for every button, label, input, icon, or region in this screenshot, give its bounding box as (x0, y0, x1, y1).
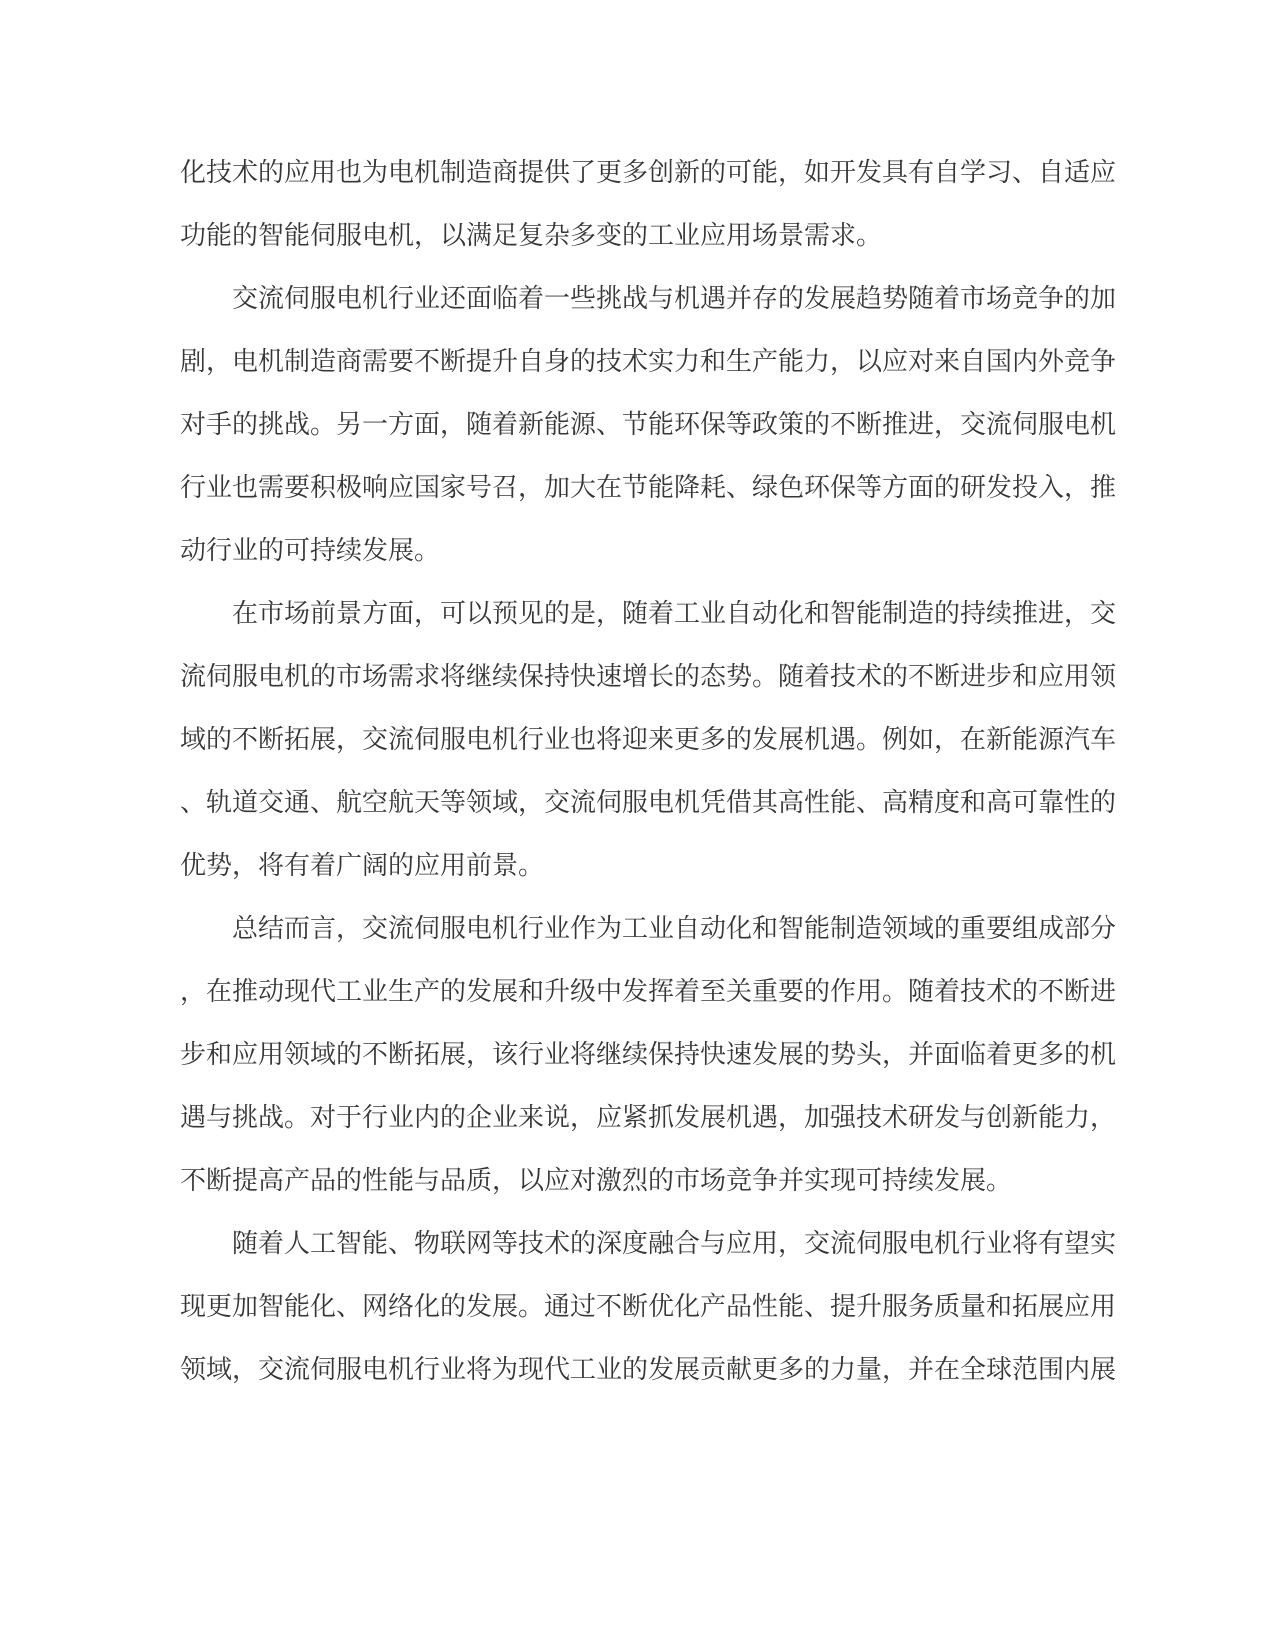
text-line: 步和应用领域的不断拓展，该行业将继续保持快速发展的势头，并面临着更多的机 (180, 1039, 1117, 1069)
text-line: 流伺服电机的市场需求将继续保持快速增长的态势。随着技术的不断进步和应用领 (180, 661, 1117, 691)
text-line: 交流伺服电机行业还面临着一些挑战与机遇并存的发展趋势随着市场竞争的加 (232, 283, 1117, 313)
text-line: 现更加智能化、网络化的发展。通过不断优化产品性能、提升服务质量和拓展应用 (180, 1291, 1117, 1321)
text-line: 化技术的应用也为电机制造商提供了更多创新的可能，如开发具有自学习、自适应 (180, 157, 1117, 187)
paragraph-5 (180, 1212, 1117, 1401)
document-body (180, 141, 1117, 1401)
text-line: 领域，交流伺服电机行业将为现代工业的发展贡献更多的力量，并在全球范围内展 (180, 1354, 1117, 1384)
text-line: 遇与挑战。对于行业内的企业来说，应紧抓发展机遇，加强技术研发与创新能力， (180, 1102, 1117, 1132)
text-line: 剧，电机制造商需要不断提升自身的技术实力和生产能力，以应对来自国内外竞争 (180, 346, 1117, 376)
text-line: 不断提高产品的性能与品质，以应对激烈的市场竞争并实现可持续发展。 (180, 1165, 1013, 1195)
text-line: 、轨道交通、航空航天等领域，交流伺服电机凭借其高性能、高精度和高可靠性的 (180, 787, 1117, 817)
text-line: 行业也需要积极响应国家号召，加大在节能降耗、绿色环保等方面的研发投入，推 (180, 472, 1117, 502)
text-line: 优势，将有着广阔的应用前景。 (180, 850, 545, 880)
text-line: 功能的智能伺服电机，以满足复杂多变的工业应用场景需求。 (180, 220, 883, 250)
paragraph-3 (180, 582, 1117, 897)
paragraph-1 (180, 141, 1117, 267)
text-line: 动行业的可持续发展。 (180, 535, 441, 565)
text-line: 随着人工智能、物联网等技术的深度融合与应用，交流伺服电机行业将有望实 (232, 1228, 1117, 1258)
text-line: 域的不断拓展，交流伺服电机行业也将迎来更多的发展机遇。例如，在新能源汽车 (180, 724, 1117, 754)
text-line: 在市场前景方面，可以预见的是，随着工业自动化和智能制造的持续推进，交 (232, 598, 1117, 628)
text-line: ，在推动现代工业生产的发展和升级中发挥着至关重要的作用。随着技术的不断进 (180, 976, 1117, 1006)
text-line: 总结而言，交流伺服电机行业作为工业自动化和智能制造领域的重要组成部分 (232, 913, 1117, 943)
paragraph-2 (180, 267, 1117, 582)
text-line: 对手的挑战。另一方面，随着新能源、节能环保等政策的不断推进，交流伺服电机 (180, 409, 1117, 439)
paragraph-4 (180, 897, 1117, 1212)
